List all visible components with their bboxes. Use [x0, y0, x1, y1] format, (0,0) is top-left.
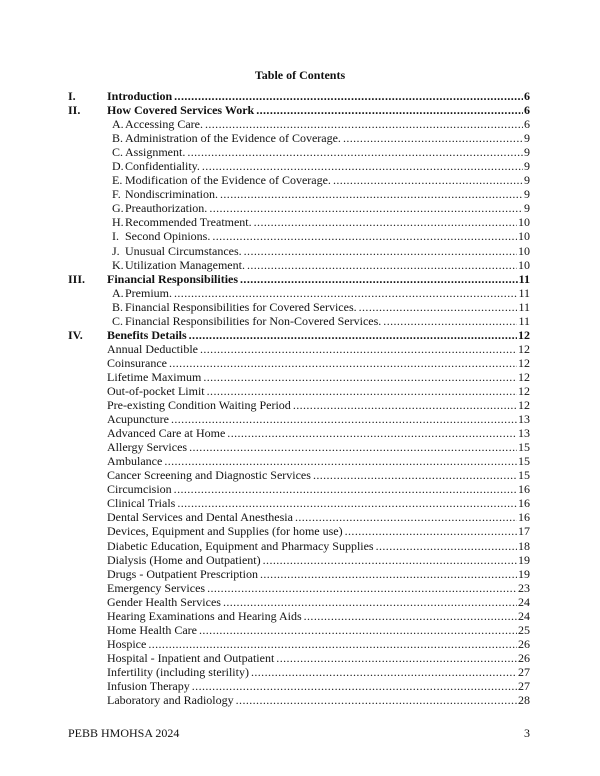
toc-entry-label: Hospice	[107, 636, 147, 651]
toc-entry-label: Administration of the Evidence of Coverage.	[125, 131, 341, 146]
toc-entry-label: Modification of the Evidence of Coverage.	[125, 173, 331, 188]
toc-entry-page: 15	[518, 440, 530, 455]
toc-entry-number: C.	[112, 313, 124, 328]
toc-entry-number: D.	[112, 159, 124, 174]
toc-entry-label: Lifetime Maximum	[107, 369, 202, 384]
toc-entry[interactable]	[0, 356, 600, 370]
toc-entry-label: Second Opinions.	[125, 229, 211, 244]
toc-entry-page: 13	[518, 412, 530, 427]
toc-entry[interactable]	[0, 342, 600, 356]
toc-dot-leader	[359, 300, 518, 314]
toc-entry[interactable]	[0, 244, 600, 258]
toc-entry-number: II.	[68, 103, 81, 118]
toc-dot-leader	[247, 258, 517, 272]
toc-entry[interactable]	[0, 468, 600, 482]
toc-dot-leader	[383, 314, 517, 328]
toc-list	[0, 89, 600, 707]
footer-page-number: 3	[524, 726, 530, 740]
toc-entry-page: 11	[518, 285, 530, 300]
toc-entry-number: B.	[112, 299, 124, 314]
toc-entry-number: E.	[112, 173, 123, 188]
toc-entry-label: Infertility (including sterility)	[107, 664, 249, 679]
toc-dot-leader	[169, 356, 517, 370]
toc-dot-leader	[376, 539, 517, 553]
toc-entry[interactable]	[0, 384, 600, 398]
toc-entry[interactable]	[0, 553, 600, 567]
page-title: Table of Contents	[254, 68, 346, 82]
toc-entry[interactable]	[0, 272, 600, 286]
toc-entry-page: 9	[524, 159, 530, 174]
toc-entry-label: Financial Responsibilities for Covered Services.	[125, 299, 357, 314]
toc-entry-page: 10	[518, 229, 530, 244]
toc-dot-leader	[202, 159, 523, 173]
toc-entry-page: 26	[518, 636, 530, 651]
toc-dot-leader	[192, 679, 517, 693]
toc-entry-label: Allergy Services	[107, 440, 188, 455]
toc-dot-leader	[333, 173, 523, 187]
toc-entry-page: 9	[524, 145, 530, 160]
toc-entry-page: 25	[518, 622, 530, 637]
toc-entry[interactable]	[0, 426, 600, 440]
toc-dot-leader	[174, 482, 517, 496]
toc-entry-number: I.	[112, 229, 119, 244]
toc-dot-leader	[295, 510, 517, 524]
toc-entry[interactable]	[0, 651, 600, 665]
toc-entry-page: 16	[518, 482, 530, 497]
toc-dot-leader	[164, 454, 517, 468]
toc-dot-leader	[240, 272, 518, 286]
toc-entry[interactable]	[0, 103, 600, 117]
toc-entry-page: 10	[518, 257, 530, 272]
toc-entry-label: Cancer Screening and Diagnostic Services	[107, 468, 311, 483]
toc-entry-page: 11	[518, 299, 530, 314]
toc-entry-label: How Covered Services Work	[107, 103, 255, 118]
toc-entry[interactable]	[0, 398, 600, 412]
toc-entry-label: Dental Services and Dental Anesthesia	[107, 510, 293, 525]
toc-entry[interactable]	[0, 258, 600, 272]
toc-entry-label: Hearing Examinations and Hearing Aids	[107, 608, 302, 623]
toc-entry[interactable]	[0, 187, 600, 201]
toc-entry-page: 19	[518, 566, 530, 581]
toc-entry-number: I.	[68, 89, 76, 103]
toc-entry[interactable]	[0, 567, 600, 581]
toc-dot-leader	[209, 201, 523, 215]
toc-dot-leader	[293, 398, 517, 412]
toc-entry-label: Unusual Circumstances.	[125, 243, 242, 258]
toc-entry-page: 12	[518, 398, 530, 413]
toc-entry-label: Advanced Care at Home	[107, 426, 226, 441]
toc-entry-number: K.	[112, 257, 124, 272]
toc-entry-label: Acupuncture	[107, 412, 169, 427]
toc-dot-leader	[203, 370, 517, 384]
toc-entry-page: 27	[518, 664, 530, 679]
toc-entry-label: Devices, Equipment and Supplies (for home use)	[107, 524, 343, 539]
toc-entry-label: Financial Responsibilities for Non-Covered Services.	[125, 313, 382, 328]
toc-entry-page: 6	[524, 103, 530, 118]
toc-entry-label: Hospital - Inpatient and Outpatient	[107, 650, 275, 665]
toc-entry-page: 16	[518, 510, 530, 525]
toc-entry-label: Emergency Services	[107, 580, 206, 595]
toc-entry-label: Utilization Management.	[125, 257, 245, 272]
toc-entry[interactable]	[0, 482, 600, 496]
toc-entry-page: 24	[518, 594, 530, 609]
toc-entry-page: 9	[524, 131, 530, 146]
toc-entry-label: Diabetic Education, Equipment and Pharmacy Supplies	[107, 538, 374, 553]
toc-entry-page: 9	[524, 201, 530, 216]
toc-entry[interactable]	[0, 623, 600, 637]
footer-document-name: PEBB HMOHSA 2024	[68, 726, 180, 740]
toc-entry-page: 23	[518, 580, 530, 595]
toc-entry-label: Out-of-pocket Limit	[107, 383, 205, 398]
toc-dot-leader	[227, 426, 517, 440]
toc-entry-number: C.	[112, 145, 124, 160]
toc-entry-page: 26	[518, 650, 530, 665]
page-footer	[68, 726, 530, 740]
toc-entry-label: Drugs - Outpatient Prescription	[107, 566, 258, 581]
toc-entry-page: 10	[518, 215, 530, 230]
toc-dot-leader	[212, 229, 517, 243]
toc-entry-number: J.	[112, 243, 120, 258]
toc-entry[interactable]	[0, 117, 600, 131]
toc-dot-leader	[236, 693, 517, 707]
toc-dot-leader	[177, 496, 517, 510]
toc-entry[interactable]	[0, 581, 600, 595]
toc-entry[interactable]	[0, 524, 600, 538]
toc-dot-leader	[174, 89, 523, 103]
toc-entry-page: 6	[524, 117, 530, 132]
toc-entry-label: Accessing Care.	[125, 117, 203, 132]
toc-dot-leader	[263, 553, 517, 567]
toc-entry[interactable]	[0, 595, 600, 609]
toc-entry-number: A.	[112, 285, 124, 300]
toc-entry[interactable]	[0, 510, 600, 524]
toc-entry-label: Preauthorization.	[125, 201, 208, 216]
toc-entry-label: Nondiscrimination.	[125, 187, 218, 202]
toc-dot-leader	[207, 384, 517, 398]
toc-dot-leader	[251, 665, 517, 679]
toc-entry-number: F.	[112, 187, 121, 202]
toc-entry[interactable]	[0, 637, 600, 651]
toc-dot-leader	[187, 145, 523, 159]
toc-entry-page: 24	[518, 608, 530, 623]
toc-entry[interactable]	[0, 440, 600, 454]
toc-entry-label: Recommended Treatment.	[125, 215, 252, 230]
toc-entry[interactable]	[0, 159, 600, 173]
toc-entry[interactable]	[0, 328, 600, 342]
toc-entry-number: G.	[112, 201, 124, 216]
toc-entry-page: 6	[524, 89, 530, 103]
toc-dot-leader	[148, 637, 517, 651]
toc-entry[interactable]	[0, 370, 600, 384]
toc-entry-page: 19	[518, 552, 530, 567]
toc-dot-leader	[171, 412, 517, 426]
toc-entry[interactable]	[0, 286, 600, 300]
toc-dot-leader	[223, 595, 517, 609]
toc-entry-page: 12	[518, 383, 530, 398]
toc-entry-number: III.	[68, 271, 86, 286]
toc-entry-label: Premium.	[125, 285, 172, 300]
toc-entry-label: Circumcision	[107, 482, 172, 497]
toc-entry[interactable]	[0, 539, 600, 553]
toc-entry-label: Annual Deductible	[107, 341, 198, 356]
toc-entry-page: 9	[524, 187, 530, 202]
toc-entry-label: Clinical Trials	[107, 496, 176, 511]
toc-entry[interactable]	[0, 229, 600, 243]
toc-entry-label: Introduction	[107, 89, 173, 103]
toc-dot-leader	[189, 328, 517, 342]
toc-entry[interactable]	[0, 300, 600, 314]
toc-entry-page: 12	[518, 341, 530, 356]
toc-entry[interactable]	[0, 454, 600, 468]
toc-entry[interactable]	[0, 215, 600, 229]
toc-entry[interactable]	[0, 679, 600, 693]
toc-entry-page: 12	[518, 355, 530, 370]
toc-entry-page: 28	[518, 693, 530, 708]
toc-entry[interactable]	[0, 89, 600, 103]
toc-entry-page: 27	[518, 678, 530, 693]
toc-entry-label: Confidentiality.	[125, 159, 200, 174]
toc-dot-leader	[220, 187, 523, 201]
toc-entry-label: Ambulance	[107, 454, 163, 469]
toc-entry-number: H.	[112, 215, 124, 230]
toc-entry-label: Benefits Details	[107, 327, 187, 342]
toc-entry-page: 18	[518, 538, 530, 553]
toc-dot-leader	[256, 103, 523, 117]
toc-entry[interactable]	[0, 665, 600, 679]
toc-entry-page: 11	[518, 271, 530, 286]
toc-entry[interactable]	[0, 173, 600, 187]
toc-entry-page: 16	[518, 496, 530, 511]
toc-entry-page: 17	[518, 524, 530, 539]
toc-dot-leader	[343, 131, 523, 145]
toc-dot-leader	[207, 581, 517, 595]
toc-entry[interactable]	[0, 201, 600, 215]
toc-entry[interactable]	[0, 145, 600, 159]
toc-entry-label: Coinsurance	[107, 355, 167, 370]
toc-entry[interactable]	[0, 131, 600, 145]
toc-entry[interactable]	[0, 314, 600, 328]
toc-dot-leader	[199, 623, 517, 637]
toc-entry-number: IV.	[68, 327, 83, 342]
toc-dot-leader	[345, 524, 517, 538]
toc-entry-label: Home Health Care	[107, 622, 197, 637]
toc-dot-leader	[189, 440, 517, 454]
toc-entry-page: 12	[518, 327, 530, 342]
toc-dot-leader	[276, 651, 517, 665]
toc-entry-number: A.	[112, 117, 124, 132]
toc-entry-number: B.	[112, 131, 124, 146]
toc-entry-page: 10	[518, 243, 530, 258]
toc-entry[interactable]	[0, 693, 600, 707]
toc-dot-leader	[174, 286, 517, 300]
toc-entry-label: Gender Health Services	[107, 594, 221, 609]
toc-dot-leader	[200, 342, 517, 356]
toc-entry-label: Assignment.	[125, 145, 186, 160]
toc-dot-leader	[254, 215, 517, 229]
toc-entry-page: 11	[518, 313, 530, 328]
toc-entry-label: Pre-existing Condition Waiting Period	[107, 398, 291, 413]
toc-entry-page: 15	[518, 468, 530, 483]
toc-dot-leader	[205, 117, 523, 131]
toc-dot-leader	[304, 609, 517, 623]
toc-entry-page: 12	[518, 369, 530, 384]
toc-entry-label: Dialysis (Home and Outpatient)	[107, 552, 261, 567]
toc-entry-page: 9	[524, 173, 530, 188]
toc-dot-leader	[313, 468, 517, 482]
toc-entry-page: 15	[518, 454, 530, 469]
toc-entry-label: Infusion Therapy	[107, 678, 190, 693]
toc-dot-leader	[244, 244, 517, 258]
toc-entry-label: Laboratory and Radiology	[107, 693, 234, 708]
toc-entry[interactable]	[0, 496, 600, 510]
toc-entry[interactable]	[0, 609, 600, 623]
toc-entry[interactable]	[0, 412, 600, 426]
toc-dot-leader	[260, 567, 517, 581]
toc-entry-label: Financial Responsibilities	[107, 271, 239, 286]
toc-entry-page: 13	[518, 426, 530, 441]
